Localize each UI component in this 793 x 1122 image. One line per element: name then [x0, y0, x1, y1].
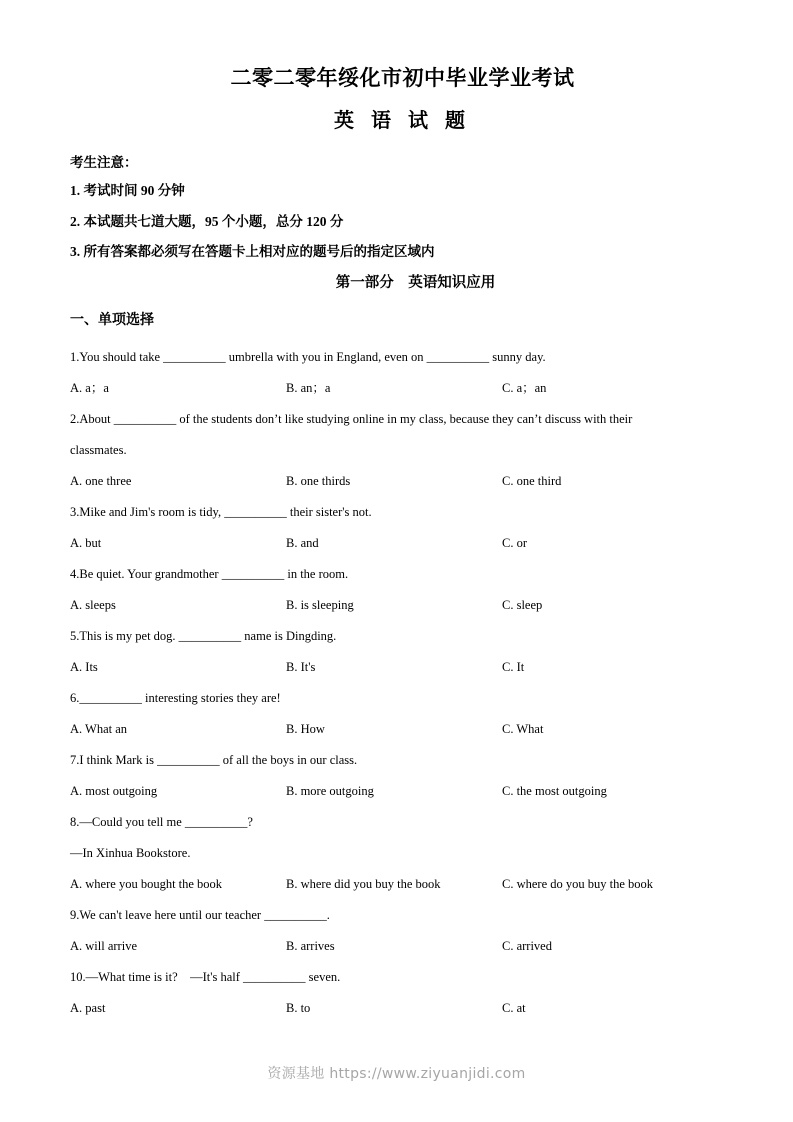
question-5 [70, 621, 735, 683]
candidate-notice [70, 155, 735, 260]
footer-watermark: 资源基地 https://www.ziyuanjidi.com [267, 1066, 526, 1082]
question-stem: 8.—Could you tell me __________? [70, 814, 253, 829]
option-b[interactable]: B. and [286, 535, 319, 550]
question-6 [70, 683, 735, 745]
section-heading: 一、单项选择 [70, 310, 154, 327]
option-a[interactable]: A. where you bought the book [70, 876, 223, 891]
option-row [70, 931, 735, 962]
option-row [70, 869, 735, 900]
question-1 [70, 342, 735, 404]
option-b[interactable]: B. to [286, 1000, 311, 1015]
notice-item-1: 1. 考试时间 90 分钟 [70, 183, 185, 199]
option-a[interactable]: A. most outgoing [70, 783, 158, 798]
option-a[interactable]: A. Its [70, 659, 98, 674]
option-row [70, 466, 735, 497]
option-c[interactable]: C. where do you buy the book [502, 876, 654, 891]
question-stem: 3.Mike and Jim's room is tidy, __________ their sister's not. [70, 504, 372, 519]
option-a[interactable]: A. past [70, 1000, 106, 1015]
option-a[interactable]: A. one three [70, 473, 132, 488]
question-stem: 1.You should take __________ umbrella with you in England, even on __________ sunny day. [70, 349, 546, 364]
option-b[interactable]: B. where did you buy the book [286, 876, 441, 891]
option-c[interactable]: C. or [502, 535, 527, 550]
option-b[interactable]: B. arrives [286, 938, 335, 953]
option-a[interactable]: A. What an [70, 721, 128, 736]
option-c[interactable]: C. at [502, 1000, 526, 1015]
option-b[interactable]: B. It's [286, 659, 316, 674]
option-c[interactable]: C. It [502, 659, 525, 674]
option-row [70, 373, 735, 404]
option-b[interactable]: B. more outgoing [286, 783, 374, 798]
option-c[interactable]: C. a；an [502, 380, 547, 395]
notice-item-2: 2. 本试题共七道大题，95 个小题，总分 120 分 [70, 213, 344, 229]
option-a[interactable]: A. but [70, 535, 102, 550]
question-7 [70, 745, 735, 807]
question-stem: 10.—What time is it? —It's half __________ seven. [70, 969, 341, 984]
page-subtitle: 英 语 试 题 [334, 110, 471, 133]
option-b[interactable]: B. one thirds [286, 473, 351, 488]
option-c[interactable]: C. sleep [502, 597, 543, 612]
question-3 [70, 497, 735, 559]
option-c[interactable]: C. arrived [502, 938, 552, 953]
option-b[interactable]: B. How [286, 721, 325, 736]
question-stem: 9.We can't leave here until our teacher __________. [70, 907, 330, 922]
notice-heading: 考生注意： [70, 155, 138, 171]
question-8 [70, 807, 735, 900]
option-b[interactable]: B. an；a [286, 380, 331, 395]
option-a[interactable]: A. a；a [70, 380, 109, 395]
question-stem: 2.About __________ of the students don’t like studying online in my class, because they can’t discuss with their [70, 411, 633, 426]
question-stem: 7.I think Mark is __________ of all the boys in our class. [70, 752, 358, 767]
option-c[interactable]: C. What [502, 721, 544, 736]
option-row [70, 714, 735, 745]
option-row [70, 652, 735, 683]
question-2 [70, 404, 735, 497]
option-a[interactable]: A. sleeps [70, 597, 116, 612]
question-list [70, 342, 735, 1024]
option-c[interactable]: C. one third [502, 473, 562, 488]
question-10 [70, 962, 735, 1024]
option-b[interactable]: B. is sleeping [286, 597, 354, 612]
option-row [70, 993, 735, 1024]
question-stem: 6.__________ interesting stories they are! [70, 690, 281, 705]
question-stem: 4.Be quiet. Your grandmother __________ in the room. [70, 566, 349, 581]
option-row [70, 528, 735, 559]
option-a[interactable]: A. will arrive [70, 938, 137, 953]
question-stem-continued: classmates. [70, 442, 127, 457]
question-9 [70, 900, 735, 962]
notice-item-3: 3. 所有答案都必须写在答题卡上相对应的题号后的指定区域内 [70, 243, 435, 259]
option-row [70, 590, 735, 621]
question-answer-line: —In Xinhua Bookstore. [70, 845, 191, 860]
part-heading: 第一部分 英语知识应用 [335, 274, 496, 291]
page-title: 二零二零年绥化市初中毕业学业考试 [230, 66, 575, 90]
question-4 [70, 559, 735, 621]
option-row [70, 776, 735, 807]
question-stem: 5.This is my pet dog. __________ name is Dingding. [70, 628, 337, 643]
option-c[interactable]: C. the most outgoing [502, 783, 607, 798]
